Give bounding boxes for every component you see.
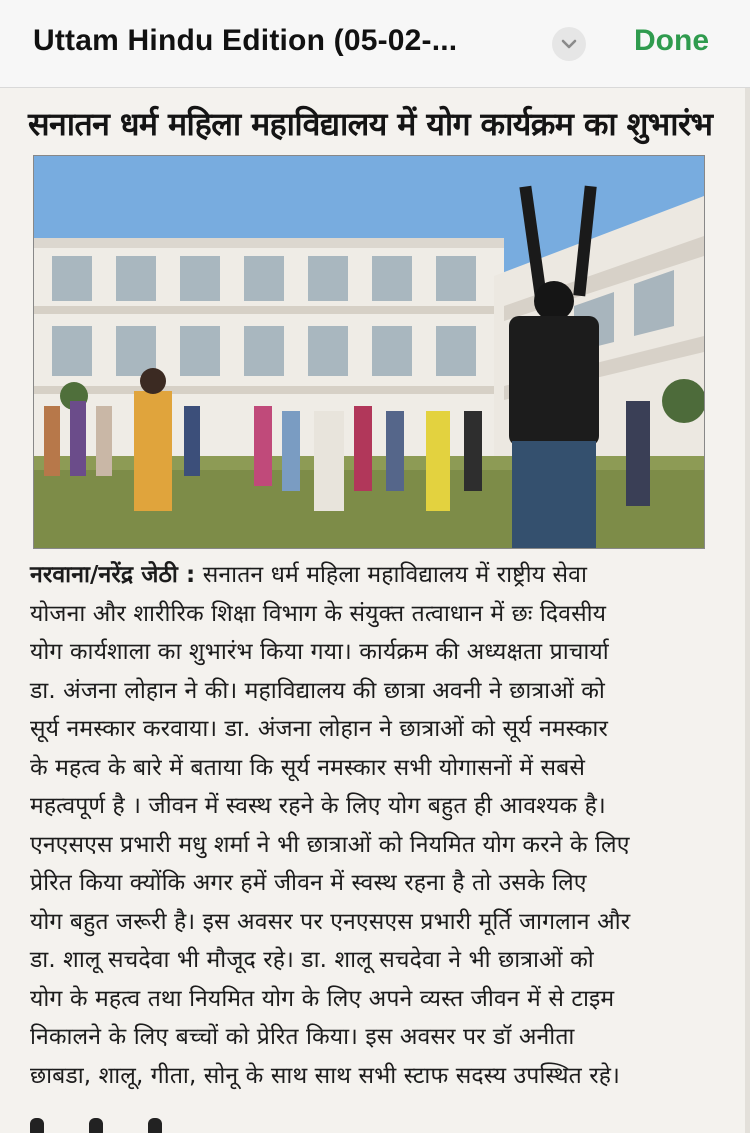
article-line: छाबडा, शालू, गीता, सोनू के साथ साथ सभी स्टाफ सदस्य उपस्थित रहे। bbox=[30, 1062, 620, 1089]
page-edge bbox=[745, 88, 750, 1133]
article-line: योग कार्यशाला का शुभारंभ किया गया। कार्यक्रम की अध्यक्षता प्राचार्या bbox=[30, 639, 609, 665]
article-line-1 bbox=[30, 556, 720, 595]
article-line: महत्वपूर्ण है । जीवन में स्वस्थ रहने के लिए योग बहुत ही आवश्यक है। bbox=[30, 793, 606, 819]
article-body bbox=[30, 556, 720, 1095]
article-line: के महत्व के बारे में बताया कि सूर्य नमस्कार सभी योगासनों में सबसे bbox=[30, 754, 585, 781]
article-line: निकालने के लिए बच्चों को प्रेरित किया। इस अवसर पर डॉ अनीता bbox=[30, 1024, 575, 1050]
article-line: एनएसएस प्रभारी मधु शर्मा ने भी छात्राओं को नियमित योग करने के लिए bbox=[30, 831, 630, 858]
article-line: योग बहुत जरूरी है। इस अवसर पर एनएसएस प्रभारी मूर्ति जागलान और bbox=[30, 908, 631, 935]
title-menu-button[interactable] bbox=[552, 27, 586, 61]
next-article-cutoff bbox=[30, 1118, 730, 1133]
document-title[interactable]: Uttam Hindu Edition (05-02-... bbox=[33, 24, 458, 57]
article-headline: सनातन धर्म महिला महाविद्यालय में योग कार्यक्रम का शुभारंभ bbox=[28, 105, 713, 143]
chevron-down-icon bbox=[561, 39, 577, 49]
article-photo bbox=[33, 155, 705, 549]
article-line: योजना और शारीरिक शिक्षा विभाग के संयुक्त तत्वाधान में छः दिवसीय bbox=[30, 600, 607, 627]
article-text: सनातन धर्म महिला महाविद्यालय में राष्ट्रीय सेवा bbox=[195, 562, 588, 588]
article-byline: नरवाना/नरेंद्र जेठी : bbox=[30, 562, 196, 588]
done-button[interactable]: Done bbox=[634, 24, 709, 57]
article-line: सूर्य नमस्कार करवाया। डा. अंजना लोहान ने छात्राओं को सूर्य नमस्कार bbox=[30, 716, 608, 742]
article-line: योग के महत्व तथा नियमित योग के लिए अपने व्यस्त जीवन में से टाइम bbox=[30, 985, 615, 1012]
article-line: डा. अंजना लोहान ने की। महाविद्यालय की छात्रा अवनी ने छात्राओं को bbox=[30, 677, 605, 704]
article-line: प्रेरित किया क्योंकि अगर हमें जीवन में स्वस्थ रहना है तो उसके लिए bbox=[30, 870, 587, 896]
document-viewer-toolbar bbox=[0, 0, 750, 88]
article-line: डा. शालू सचदेवा भी मौजूद रहे। डा. शालू सचदेवा ने भी छात्राओं को bbox=[30, 947, 594, 973]
